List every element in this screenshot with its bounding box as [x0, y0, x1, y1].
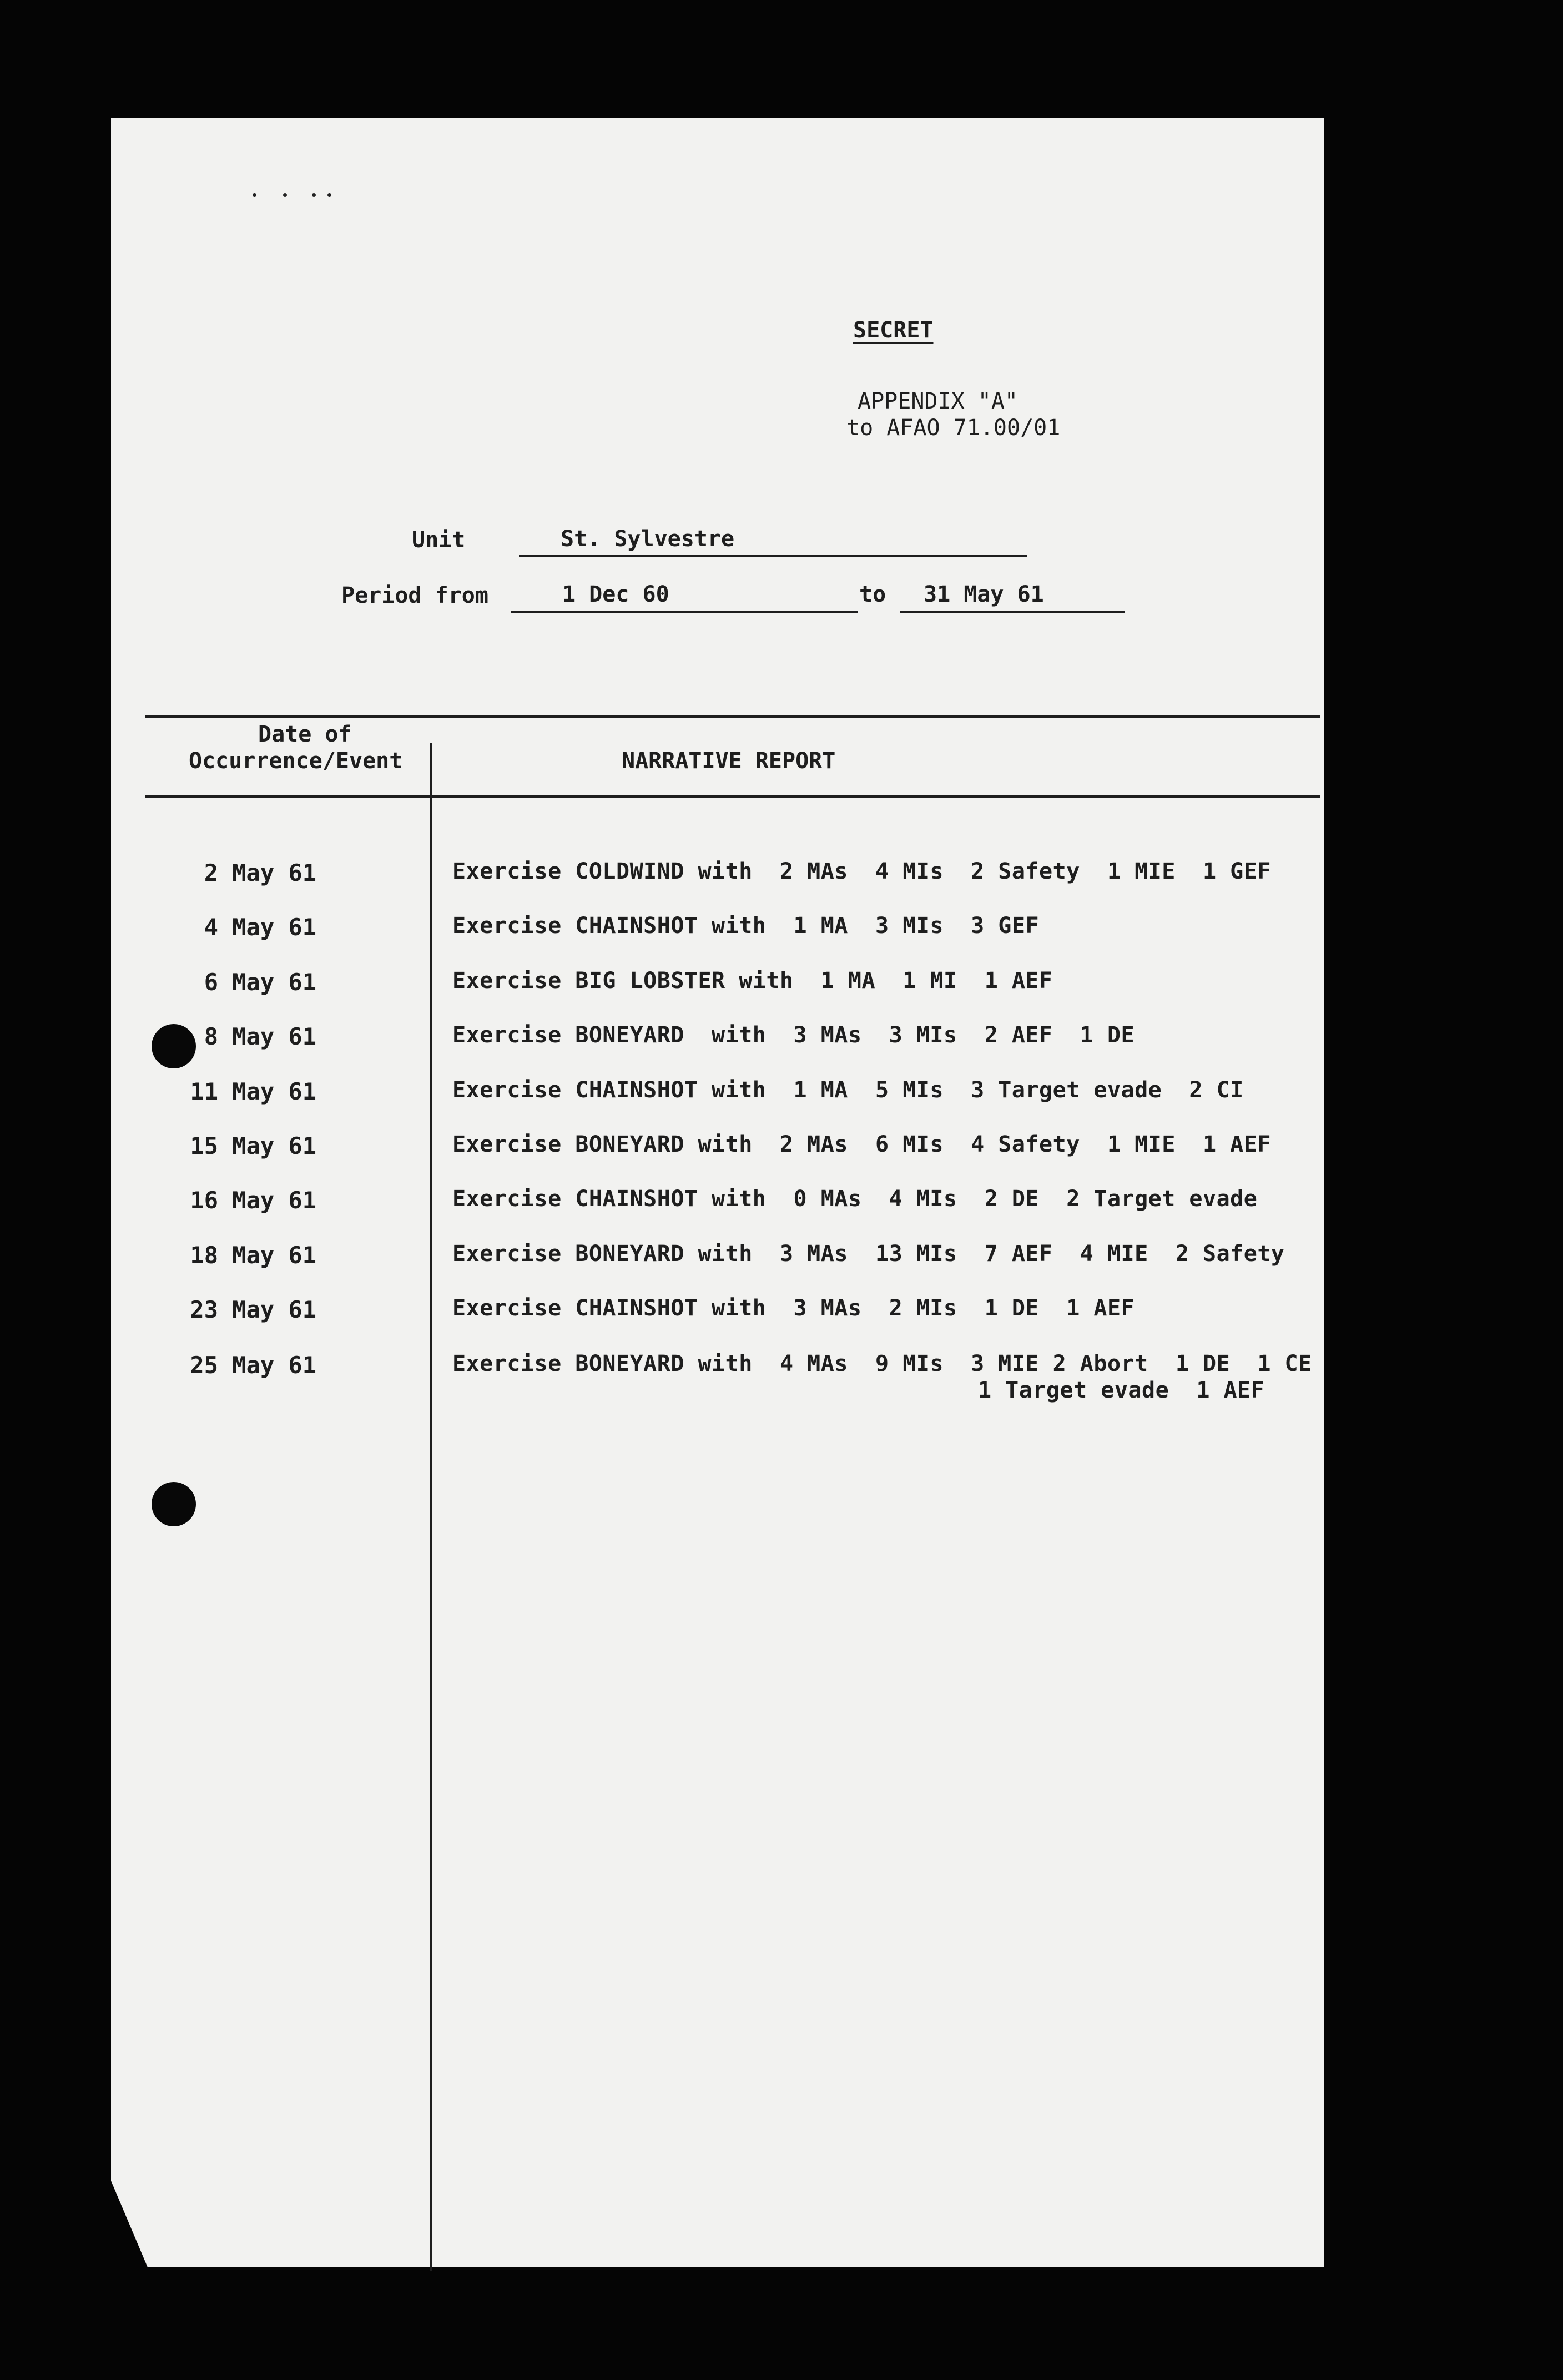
period-from-field [511, 582, 858, 613]
unit-value: St. Sylvestre [561, 526, 735, 552]
row-narrative: Exercise CHAINSHOT with 1 MA 5 MIs 3 Target evade 2 CI [452, 1077, 1244, 1103]
column-divider [430, 743, 432, 2271]
row-date: 18 May 61 [190, 1242, 316, 1269]
period-to-field [900, 582, 1125, 613]
dust-speck [283, 193, 287, 197]
classification-marking: SECRET [853, 317, 934, 343]
narrative-column-header: NARRATIVE REPORT [622, 748, 836, 774]
table-header-rule [145, 795, 1320, 798]
row-date: 25 May 61 [190, 1352, 316, 1379]
date-column-header-line2: Occurrence/Event [189, 748, 403, 774]
row-narrative-continuation: 1 Target evade 1 AEF [978, 1378, 1265, 1403]
row-date: 6 May 61 [204, 969, 316, 996]
row-narrative: Exercise BONEYARD with 3 MAs 13 MIs 7 AEF 4 MIE 2 Safety [452, 1241, 1285, 1267]
punch-hole-lower [152, 1482, 196, 1526]
period-from-value: 1 Dec 60 [562, 582, 669, 607]
row-date: 15 May 61 [190, 1132, 316, 1159]
row-date: 4 May 61 [204, 914, 316, 941]
row-date: 16 May 61 [190, 1187, 316, 1214]
row-narrative: Exercise CHAINSHOT with 1 MA 3 MIs 3 GEF [452, 913, 1040, 939]
row-date: 8 May 61 [204, 1023, 316, 1050]
row-date: 23 May 61 [190, 1296, 316, 1323]
row-narrative: Exercise CHAINSHOT with 3 MAs 2 MIs 1 DE 1 AEF [452, 1295, 1135, 1321]
date-column-header-line1: Date of [258, 722, 352, 747]
period-from-label: Period from [341, 583, 488, 608]
appendix-title: APPENDIX "A" [858, 389, 1018, 414]
period-to-value: 31 May 61 [924, 582, 1044, 607]
dust-speck [312, 193, 316, 197]
period-to-label: to [859, 582, 886, 607]
row-date: 11 May 61 [190, 1078, 316, 1105]
row-narrative: Exercise BIG LOBSTER with 1 MA 1 MI 1 AEF [452, 968, 1053, 994]
punch-hole-upper [152, 1024, 196, 1068]
row-narrative: Exercise COLDWIND with 2 MAs 4 MIs 2 Safety 1 MIE 1 GEF [452, 859, 1271, 884]
row-narrative: Exercise CHAINSHOT with 0 MAs 4 MIs 2 DE 2 Target evade [452, 1186, 1258, 1212]
unit-field [519, 526, 1027, 557]
row-narrative: Exercise BONEYARD with 2 MAs 6 MIs 4 Safety 1 MIE 1 AEF [452, 1132, 1271, 1157]
dust-speck [253, 193, 256, 197]
row-narrative: Exercise BONEYARD with 3 MAs 3 MIs 2 AEF 1 DE [452, 1022, 1135, 1048]
row-narrative: Exercise BONEYARD with 4 MAs 9 MIs 3 MIE 2 Abort 1 DE 1 CE [452, 1351, 1312, 1376]
row-date: 2 May 61 [204, 859, 316, 886]
unit-label: Unit [412, 527, 466, 553]
table-top-rule [145, 715, 1320, 718]
dust-speck [327, 193, 331, 197]
appendix-reference: to AFAO 71.00/01 [846, 415, 1061, 441]
